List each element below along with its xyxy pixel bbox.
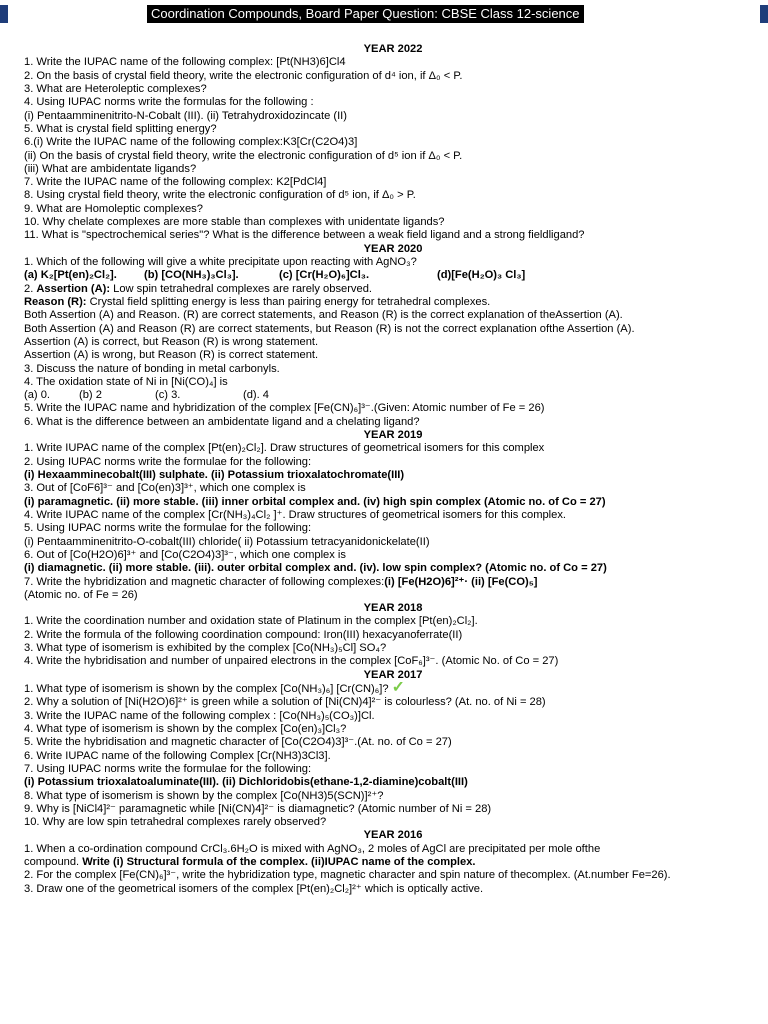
year-heading-2016: YEAR 2016 (363, 829, 423, 842)
option-b: (b) [CO(NH₃)₃Cl₃]. (144, 269, 239, 282)
question-line: 6. Out of [Co(H2O)6]³⁺ and [Co(C2O4)3]³⁻, which one complex is (24, 548, 346, 561)
question-line: (i) Pentaamminenitrito-O-cobalt(III) chloride( ii) Potassium tetracyanidonickelate(II) (24, 535, 430, 548)
complex-list: (i) [Fe(H2O)6]²⁺· (ii) [Fe(CO)₅] (384, 575, 538, 588)
question-line: 5. What is crystal field splitting energy? (24, 122, 217, 135)
question-line: 3. What are Heteroleptic complexes? (24, 82, 207, 95)
question-line: 2. Why a solution of [Ni(H2O)6]²⁺ is green while a solution of [Ni(CN)4]²⁻ is colourless? (At. no. of Ni = 28) (24, 696, 546, 709)
question-line (24, 283, 762, 296)
question-line: 3. Out of [CoF6]³⁻ and [Co(en)3]³⁺, which one complex is (24, 482, 306, 495)
option-c: (c) [Cr(H₂O)₆]Cl₃. (279, 269, 370, 282)
question-line: 2. On the basis of crystal field theory, write the electronic configuration of d⁴ ion, if Δ₀ < P. (24, 69, 463, 82)
question-line: 2. Using IUPAC norms write the formulae for the following: (24, 455, 312, 468)
question-line: 5. Write the IUPAC name and hybridization of the complex [Fe(CN)₆]³⁻.(Given: Atomic number of Fe = 26) (24, 402, 545, 415)
question-line: 6.(i) Write the IUPAC name of the following complex:K3[Cr(C2O4)3] (24, 136, 358, 149)
question-line (24, 682, 762, 696)
option-b: (b) 2 (79, 389, 102, 402)
year-heading-2018: YEAR 2018 (363, 602, 423, 615)
question-line: 5. Using IUPAC norms write the formulae for the following: (24, 522, 312, 535)
question-line: Both Assertion (A) and Reason. (R) are correct statements, and Reason (R) is the correct explanation of theAssertion (A). (24, 309, 623, 322)
option-row (24, 389, 762, 402)
question-line: 6. What is the difference between an ambidentate ligand and a chelating ligand? (24, 415, 420, 428)
question-line: (iii) What are ambidentate ligands? (24, 162, 197, 175)
question-line (24, 296, 762, 309)
question-parts: Write (i) Structural formula of the complex. (ii)IUPAC name of the complex. (82, 856, 476, 869)
assertion-text: Low spin tetrahedral complexes are rarely observed. (110, 282, 372, 295)
question-line: 5. Write the hybridisation and magnetic character of [Co(C2O4)3]³⁻.(At. no. of Co = 27) (24, 736, 452, 749)
question-list (24, 43, 762, 896)
question-line: (i) diamagnetic. (ii) more stable. (iii). outer orbital complex and. (iv). low spin complex? (Atomic no. of Co = 27) (24, 562, 607, 575)
question-line: (i) Hexaamminecobalt(III) sulphate. (ii) Potassium trioxalatochromate(III) (24, 469, 405, 481)
option-a: (a) K₂[Pt(en)₂Cl₂]. (24, 269, 117, 282)
option-d: (d). 4 (243, 389, 270, 402)
question-line (24, 856, 762, 869)
option-row (24, 269, 762, 282)
question-line: 2. Write the formula of the following coordination compound: Iron(III) hexacyanoferrate(II) (24, 628, 463, 641)
header-bar (0, 5, 768, 23)
question-line: 4. Using IUPAC norms write the formulas for the following : (24, 96, 314, 109)
question-text: 1. What type of isomerism is shown by the complex [Co(NH₃)₆] [Cr(CN)₆]? (24, 683, 389, 695)
question-line: 10. Why are low spin tetrahedral complexes rarely observed? (24, 816, 327, 829)
question-line: 3. Write the IUPAC name of the following complex : [Co(NH₃)₅(CO₃)]Cl. (24, 709, 375, 722)
question-line: Assertion (A) is correct, but Reason (R) is wrong statement. (24, 335, 319, 348)
question-line: 1. Which of the following will give a white precipitate upon reacting with AgNO₃? (24, 256, 417, 268)
question-line: 1. Write IUPAC name of the complex [Pt(en)₂Cl₂]. Draw structures of geometrical isomers for this complex (24, 442, 545, 455)
question-line: 1. Write the IUPAC name of the following complex: [Pt(NH3)6]Cl4 (24, 56, 346, 69)
reason-label: Reason (R): (24, 295, 87, 308)
question-line: (i) paramagnetic. (ii) more stable. (iii) inner orbital complex and. (iv) high spin complex (Atomic no. of Co = 27) (24, 495, 606, 508)
question-line: Assertion (A) is wrong, but Reason (R) is correct statement. (24, 349, 319, 362)
question-line: Both Assertion (A) and Reason (R) are correct statements, but Reason (R) is not the correct explanation ofthe Assertion (A). (24, 322, 635, 335)
header-bar-left-edge (0, 5, 8, 23)
question-line: 7. Write the IUPAC name of the following complex: K2[PdCl4] (24, 176, 327, 189)
question-number: 2. (24, 282, 37, 295)
question-line: 9. Why is [NiCl4]²⁻ paramagnetic while [Ni(CN)4]²⁻ is diamagnetic? (Atomic number of Ni = 28) (24, 802, 492, 815)
question-line: 6. Write IUPAC name of the following Complex [Cr(NH3)3Cl3]. (24, 749, 331, 762)
question-line: 9. What are Homoleptic complexes? (24, 202, 203, 215)
question-line: (ii) On the basis of crystal field theory, write the electronic configuration of d⁵ ion if Δ₀ < P. (24, 149, 463, 162)
question-line: (i) Pentaamminenitrito-N-Cobalt (III). (ii) Tetrahydroxidozincate (II) (24, 109, 347, 122)
question-line: 3. Discuss the nature of bonding in metal carbonyls. (24, 362, 280, 375)
question-line: 3. What type of isomerism is exhibited by the complex [Co(NH₃)₅Cl] SO₄? (24, 642, 387, 655)
year-heading-2019: YEAR 2019 (363, 429, 423, 442)
question-line: (i) Potassium trioxalatoaluminate(III). (ii) Dichloridobis(ethane-1,2-diamine)cobalt(III) (24, 776, 468, 789)
question-line: 8. Using crystal field theory, write the electronic configuration of d⁵ ion, if Δ₀ > P. (24, 189, 416, 202)
question-line: 4. What type of isomerism is shown by the complex [Co(en)₃]Cl₃? (24, 722, 347, 735)
question-line: 4. The oxidation state of Ni in [Ni(CO)₄] is (24, 375, 228, 388)
question-line: 11. What is "spectrochemical series"? What is the difference between a weak field ligand and a strong fieldligand? (24, 229, 585, 242)
question-line (24, 576, 762, 589)
year-heading-2017: YEAR 2017 (363, 668, 423, 681)
question-line: 1. When a co-ordination compound CrCl₃.6H₂O is mixed with AgNO₃, 2 moles of AgCl are precipitated per mole ofthe (24, 842, 601, 855)
question-line: (Atomic no. of Fe = 26) (24, 588, 138, 601)
header-bar-right-edge (760, 5, 768, 23)
question-line: 8. What type of isomerism is shown by the complex [Co(NH3)5(SCN)]²⁺? (24, 789, 384, 802)
question-text: compound. (24, 856, 83, 869)
check-mark-icon: ✓ (391, 682, 406, 696)
option-a: (a) 0. (24, 389, 51, 402)
page-title: Coordination Compounds, Board Paper Question: CBSE Class 12-science (147, 5, 584, 23)
question-line: 2. For the complex [Fe(CN)₆]³⁻, write the hybridization type, magnetic character and spin nature of thecomplex. (At.number Fe=26). (24, 869, 671, 882)
option-c: (c) 3. (155, 389, 181, 402)
assertion-label: Assertion (A): (36, 282, 111, 295)
year-heading-2022: YEAR 2022 (363, 43, 423, 55)
year-heading-2020: YEAR 2020 (363, 242, 423, 255)
question-line: 10. Why chelate complexes are more stable than complexes with unidentate ligands? (24, 216, 445, 229)
question-text: 7. Write the hybridization and magnetic character of following complexes: (24, 575, 385, 588)
question-line: 1. Write the coordination number and oxidation state of Platinum in the complex [Pt(en)₂Cl₂]. (24, 615, 478, 628)
question-line: 4. Write IUPAC name of the complex [Cr(NH₃)₄Cl₂ ]⁺. Draw structures of geometrical isomers for this complex. (24, 508, 567, 521)
question-line: 4. Write the hybridisation and number of unpaired electrons in the complex [CoF₆]³⁻. (Atomic No. of Co = 27) (24, 655, 559, 668)
question-line: 7. Using IUPAC norms write the formulae for the following: (24, 762, 312, 775)
question-line: 3. Draw one of the geometrical isomers of the complex [Pt(en)₂Cl₂]²⁺ which is optically active. (24, 882, 484, 895)
option-d: (d)[Fe(H₂O)₃ Cl₃] (437, 269, 526, 282)
reason-text: Crystal field splitting energy is less than pairing energy for tetrahedral complexes. (86, 295, 491, 308)
